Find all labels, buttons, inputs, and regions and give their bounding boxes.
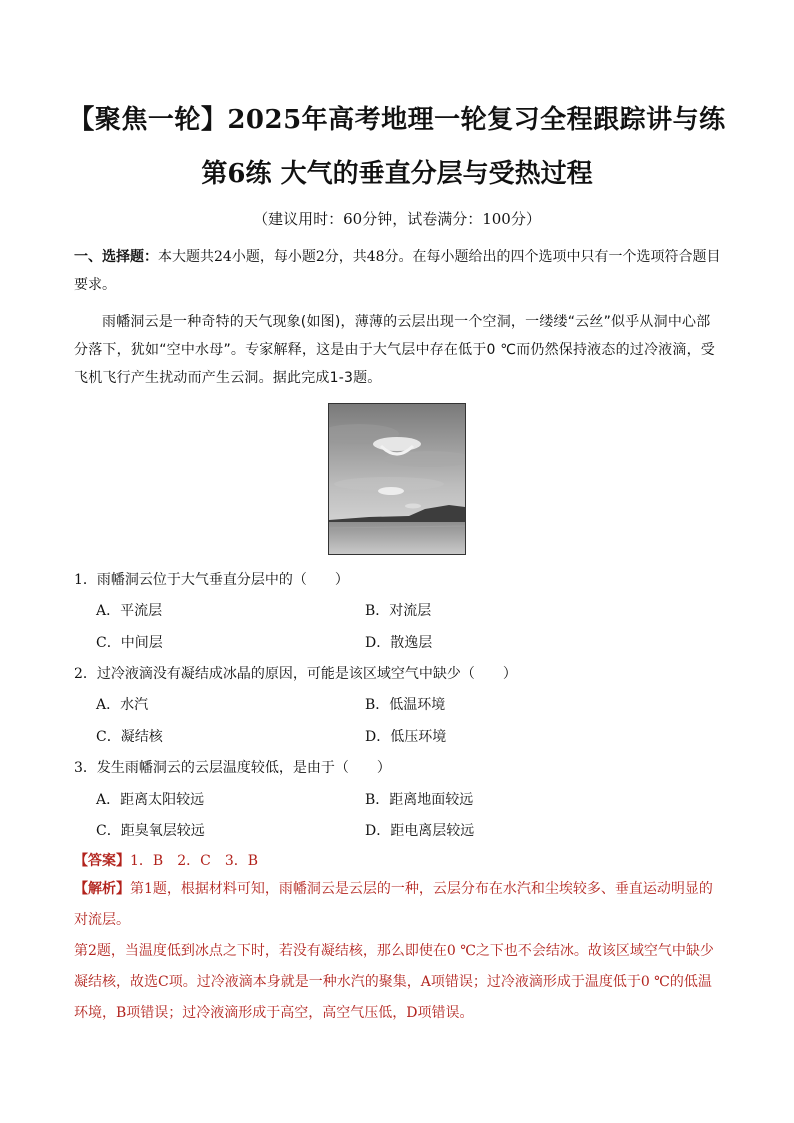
question-1-option-c: C．中间层 bbox=[96, 635, 163, 651]
analysis-paragraph-2: 第2题，当温度低到冰点之下时，若没有凝结核，那么即使在0 ℃之下也不会结冰。故该区域空气中缺少凝结核，故选C项。过冷液滴本身就是一种水汽的聚集，A项错误；过冷液滴形成于温度低于0 ℃的低温环境，B项错误；过冷液滴形成于高空，高空气压低，D项错误。 bbox=[74, 943, 714, 1021]
fallstreak-hole-cloud-photo bbox=[328, 403, 466, 555]
question-1-option-a: A．平流层 bbox=[96, 603, 163, 619]
analysis-paragraph-1 bbox=[74, 874, 722, 936]
time-score-note: （建议用时：60分钟，试卷满分：100分） bbox=[253, 210, 541, 228]
question-2-option-b: B．低温环境 bbox=[365, 697, 446, 713]
answer-key bbox=[74, 850, 258, 870]
analysis-text-1: 第1题，根据材料可知，雨幡洞云是云层的一种，云层分布在水汽和尘埃较多、垂直运动明显的对流层。 bbox=[74, 881, 713, 928]
question-3-option-c: C．距臭氧层较远 bbox=[96, 823, 205, 839]
question-3-stem: 3．发生雨幡洞云的云层温度较低，是由于（ ） bbox=[74, 760, 391, 776]
section-instructions bbox=[74, 243, 722, 299]
answer-text: 1．B 2．C 3．B bbox=[130, 853, 259, 869]
question-3-option-d: D．距电离层较远 bbox=[365, 823, 475, 839]
exercise-title: 第6练 大气的垂直分层与受热过程 bbox=[201, 159, 593, 189]
question-2-stem: 2．过冷液滴没有凝结成冰晶的原因，可能是该区域空气中缺少（ ） bbox=[74, 666, 517, 682]
section-label: 一、选择题： bbox=[74, 249, 158, 265]
question-3-option-b: B．距离地面较远 bbox=[365, 792, 474, 808]
question-2-option-c: C．凝结核 bbox=[96, 729, 163, 745]
question-2-option-a: A．水汽 bbox=[96, 697, 149, 713]
reading-material: 雨幡洞云是一种奇特的天气现象(如图)，薄薄的云层出现一个空洞，一缕缕“云丝”似乎从洞中心部分落下，犹如“空中水母”。专家解释，这是由于大气层中存在低于0 ℃而仍然保持液态的过冷液滴，受飞机飞行产生扰动而产生云洞。据此完成1-3题。 bbox=[74, 314, 715, 386]
question-1-stem: 1．雨幡洞云位于大气垂直分层中的（ ） bbox=[74, 572, 349, 588]
section-text: 本大题共24小题，每小题2分，共48分。在每小题给出的四个选项中只有一个选项符合题目要求。 bbox=[74, 249, 721, 293]
document-title: 【聚焦一轮】2025年高考地理一轮复习全程跟踪讲与练 bbox=[68, 105, 726, 135]
question-2-option-d: D．低压环境 bbox=[365, 729, 447, 745]
analysis-tag: 【解析】 bbox=[74, 881, 130, 897]
question-1-option-d: D．散逸层 bbox=[365, 635, 433, 651]
question-1-option-b: B．对流层 bbox=[365, 603, 432, 619]
question-3-option-a: A．距离太阳较远 bbox=[96, 792, 205, 808]
answer-tag: 【答案】 bbox=[74, 853, 130, 869]
